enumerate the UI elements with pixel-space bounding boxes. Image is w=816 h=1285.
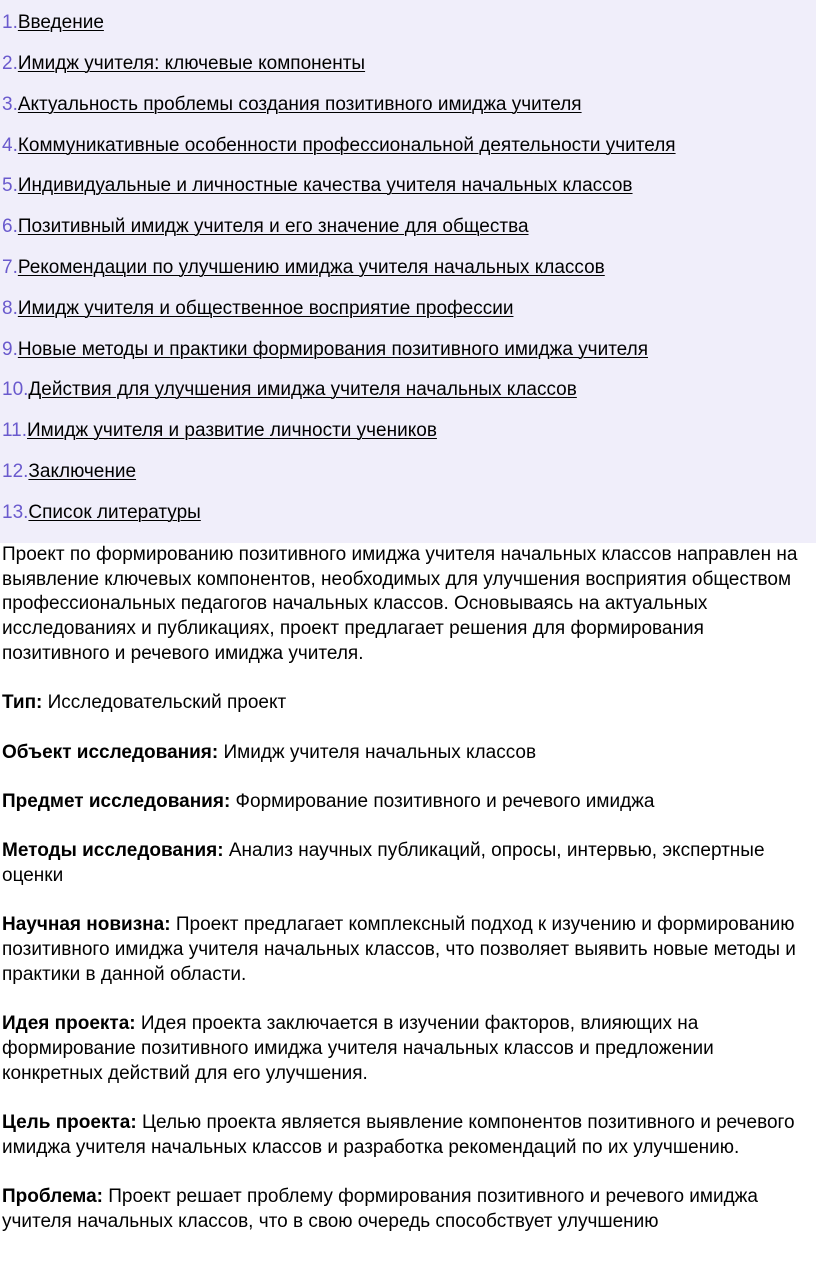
toc-number: 9. xyxy=(2,339,18,360)
toc-number: 5. xyxy=(2,175,18,196)
field-label: Проблема: xyxy=(2,1186,103,1208)
toc-item-4 xyxy=(2,132,676,160)
toc-link-key-components[interactable]: Имидж учителя: ключевые компоненты xyxy=(17,53,366,74)
field-value: Проект предлагает комплексный подход к изучению и формированию позитивного имиджа учителя начальных классов, что позволяет выявить новые методы и практики в данной области. xyxy=(2,914,796,985)
toc-link-public-perception[interactable]: Имидж учителя и общественное восприятие профессии xyxy=(17,298,514,319)
toc-item-5 xyxy=(2,172,633,200)
project-description xyxy=(2,543,814,1259)
field-value: Исследовательский проект xyxy=(42,692,287,714)
toc-item-6 xyxy=(2,213,529,241)
toc-number: 6. xyxy=(2,216,18,237)
toc-link-student-development[interactable]: Имидж учителя и развитие личности учеников xyxy=(27,420,437,441)
field-value: Проект решает проблему формирования позитивного и речевого имиджа учителя начальных классов, что в свою очередь способствует улучшению xyxy=(2,1186,758,1232)
field-problem xyxy=(2,1185,814,1234)
toc-link-communicative[interactable]: Коммуникативные особенности профессиональной деятельности учителя xyxy=(17,135,676,156)
toc-item-11 xyxy=(2,417,437,445)
field-object xyxy=(2,741,814,766)
toc-item-9 xyxy=(2,336,648,364)
toc-number: 4. xyxy=(2,135,18,156)
field-value: Имидж учителя начальных классов xyxy=(218,741,537,763)
field-subject xyxy=(2,790,814,815)
toc-number: 8. xyxy=(2,298,18,319)
field-label: Цель проекта: xyxy=(2,1112,137,1134)
toc-link-recommendations[interactable]: Рекомендации по улучшению имиджа учителя начальных классов xyxy=(17,257,605,278)
toc-number: 3. xyxy=(2,94,18,115)
field-novelty xyxy=(2,913,814,987)
field-label: Идея проекта: xyxy=(2,1013,136,1035)
toc-item-3 xyxy=(2,91,582,119)
field-value: Формирование позитивного и речевого имиджа xyxy=(230,790,655,812)
field-label: Методы исследования: xyxy=(2,840,224,862)
toc-number: 13. xyxy=(2,502,29,523)
field-label: Научная новизна: xyxy=(2,914,171,936)
toc-item-8 xyxy=(2,295,513,323)
toc-link-actions[interactable]: Действия для улучшения имиджа учителя начальных классов xyxy=(28,379,577,400)
toc-item-1 xyxy=(2,9,104,37)
toc-link-introduction[interactable]: Введение xyxy=(17,12,104,33)
toc-number: 12. xyxy=(2,461,29,482)
toc-number: 2. xyxy=(2,53,18,74)
toc-item-10 xyxy=(2,376,577,404)
field-value: Идея проекта заключается в изучении факторов, влияющих на формирование позитивного имиджа учителя начальных классов и предложении конкретных действий для его улучшения. xyxy=(2,1013,714,1084)
toc-link-relevance[interactable]: Актуальность проблемы создания позитивного имиджа учителя xyxy=(17,94,582,115)
toc-link-qualities[interactable]: Индивидуальные и личностные качества учителя начальных классов xyxy=(17,175,633,196)
toc-item-12 xyxy=(2,458,136,486)
toc-link-conclusion[interactable]: Заключение xyxy=(28,461,137,482)
toc-number: 7. xyxy=(2,257,18,278)
toc-item-2 xyxy=(2,50,365,78)
toc-item-13 xyxy=(2,499,201,527)
field-value: Целью проекта является выявление компонентов позитивного и речевого имиджа учителя начальных классов и разработка рекомендаций по их улучшению. xyxy=(2,1112,795,1158)
field-type xyxy=(2,691,814,716)
toc-number: 1. xyxy=(2,12,18,33)
table-of-contents xyxy=(0,0,816,543)
field-label: Предмет исследования: xyxy=(2,790,231,812)
toc-link-positive-image[interactable]: Позитивный имидж учителя и его значение для общества xyxy=(17,216,529,237)
field-label: Объект исследования: xyxy=(2,741,219,763)
field-methods xyxy=(2,839,814,888)
toc-number: 10. xyxy=(2,379,29,400)
toc-link-references[interactable]: Список литературы xyxy=(28,502,201,523)
field-label: Тип: xyxy=(2,692,43,714)
toc-number: 11. xyxy=(2,420,28,441)
field-idea xyxy=(2,1012,814,1086)
toc-link-new-methods[interactable]: Новые методы и практики формирования позитивного имиджа учителя xyxy=(17,339,648,360)
field-value: Анализ научных публикаций, опросы, интервью, экспертные оценки xyxy=(2,840,765,887)
field-goal xyxy=(2,1111,814,1160)
toc-item-7 xyxy=(2,254,605,282)
intro-paragraph: Проект по формированию позитивного имиджа учителя начальных классов направлен на выявление ключевых компонентов, необходимых для улучшения восприятия обществом профессиональных педагогов начальных классов. Основываясь на актуальных исследованиях и публикациях, проект предлагает решения для формирования позитивного и речевого имиджа учителя. xyxy=(2,544,798,664)
